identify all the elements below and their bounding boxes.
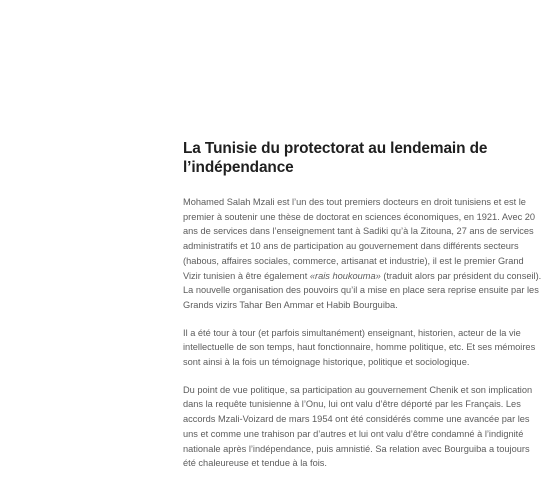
- paragraph-intro: [183, 195, 543, 313]
- paragraph-intro-text-start: Mohamed Salah Mzali est l’un des tout premiers docteurs en droit tunisiens et est le premier à soutenir une thèse de doctorat en sciences économiques, en 1921. Avec 20 ans de services dans l’enseignement tant à Sadiki qu’à la Zitouna, 27 ans de services administratifs et 10 ans de participation au gouvernement dans différents secteurs (habous, affaires sociales, commerce, artisanat et industrie), il est le premier Grand Vizir tunisien à être également: [183, 197, 536, 281]
- paragraph-intro-text-end: (traduit alors par président du conseil). La nouvelle organisation des pouvoirs qu’il a mise en place sera reprise ensuite par les Grands vizirs Tahar Ben Ammar et Habib Bourguiba.: [183, 270, 542, 310]
- article: [183, 140, 543, 484]
- paragraph-roles: Il a été tour à tour (et parfois simultanément) enseignant, historien, acteur de la vie intellectuelle de son temps, haut fonctionnaire, homme politique, etc. Et ses mémoires sont ainsi à la fois un témoignage historique, politique et sociologique.: [183, 327, 536, 368]
- paragraph-intro-emphasis: «rais houkouma»: [309, 270, 381, 281]
- article-title: La Tunisie du protectorat au lendemain de l’indépendance: [183, 140, 488, 176]
- paragraph-politics: Du point de vue politique, sa participation au gouvernement Chenik et son implication dans la requête tunisienne à l’Onu, lui ont valu d’être déporté par les Français. Les accords Mzali-Voizard de mars 1954 ont été considérés comme une avancée par les uns et comme une trahison par d’autres et lui ont valu d’être condamné à l’indignité nationale après l’indépendance, puis amnistié. Sa relation avec Bourguiba a toujours été chaleureuse et tendue à la fois.: [183, 384, 533, 469]
